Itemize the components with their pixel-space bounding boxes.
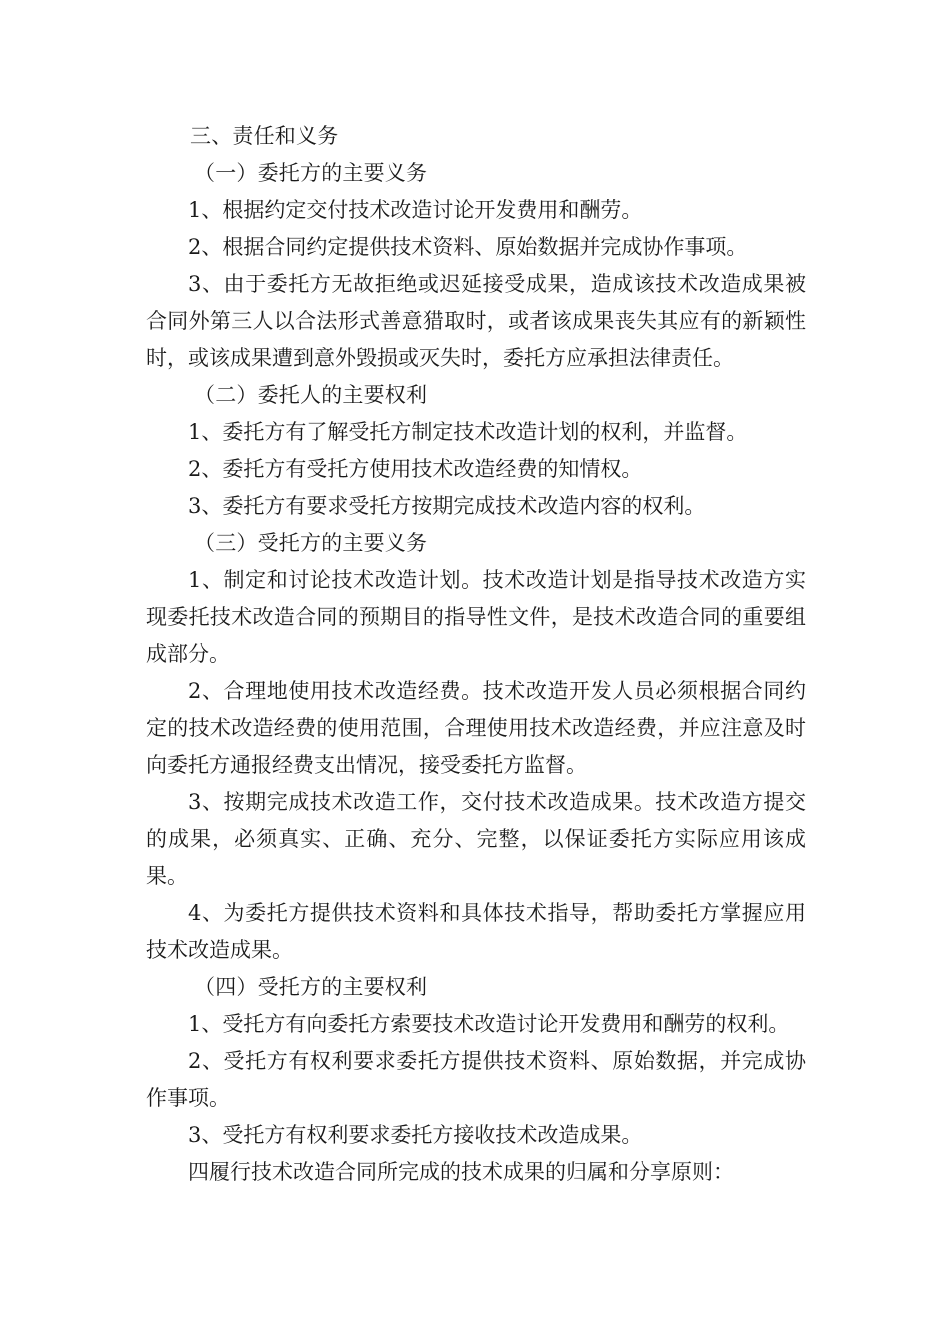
paragraph: 2、根据合同约定提供技术资料、原始数据并完成协作事项。 xyxy=(188,235,748,259)
paragraph: 1、根据约定交付技术改造讨论开发费用和酬劳。 xyxy=(188,198,643,222)
paragraph: 2、受托方有权利要求委托方提供技术资料、原始数据，并完成协作事项。 xyxy=(146,1049,806,1110)
paragraph: 1、制定和讨论技术改造计划。技术改造计划是指导技术改造方实现委托技术改造合同的预期目的指导性文件，是技术改造合同的重要组成部分。 xyxy=(146,568,806,666)
paragraph: 2、合理地使用技术改造经费。技术改造开发人员必须根据合同约定的技术改造经费的使用范围，合理使用技术改造经费，并应注意及时向委托方通报经费支出情况，接受委托方监督。 xyxy=(146,679,806,777)
paragraph: 4、为委托方提供技术资料和具体技术指导，帮助委托方掌握应用技术改造成果。 xyxy=(146,901,806,962)
document-body xyxy=(146,118,806,1191)
paragraph: 3、按期完成技术改造工作，交付技术改造成果。技术改造方提交的成果，必须真实、正确、充分、完整，以保证委托方实际应用该成果。 xyxy=(146,790,806,888)
paragraph: 3、受托方有权利要求委托方接收技术改造成果。 xyxy=(188,1123,643,1147)
subsection-title: （一）委托方的主要义务 xyxy=(194,161,428,185)
paragraph: 3、由于委托方无故拒绝或迟延接受成果，造成该技术改造成果被合同外第三人以合法形式善意猎取时，或者该成果丧失其应有的新颖性时，或该成果遭到意外毁损或灭失时，委托方应承担法律责任。 xyxy=(146,272,806,370)
paragraph: 1、受托方有向委托方索要技术改造讨论开发费用和酬劳的权利。 xyxy=(188,1012,790,1036)
paragraph: 3、委托方有要求受托方按期完成技术改造内容的权利。 xyxy=(188,494,706,518)
section-heading: 四履行技术改造合同所完成的技术成果的归属和分享原则： xyxy=(188,1160,734,1184)
paragraph: 1、委托方有了解受托方制定技术改造计划的权利，并监督。 xyxy=(188,420,748,444)
subsection-title: （三）受托方的主要义务 xyxy=(194,531,428,555)
section-title: 三、责任和义务 xyxy=(190,124,339,148)
subsection-title: （四）受托方的主要权利 xyxy=(194,975,428,999)
subsection-title: （二）委托人的主要权利 xyxy=(194,383,428,407)
paragraph: 2、委托方有受托方使用技术改造经费的知情权。 xyxy=(188,457,643,481)
